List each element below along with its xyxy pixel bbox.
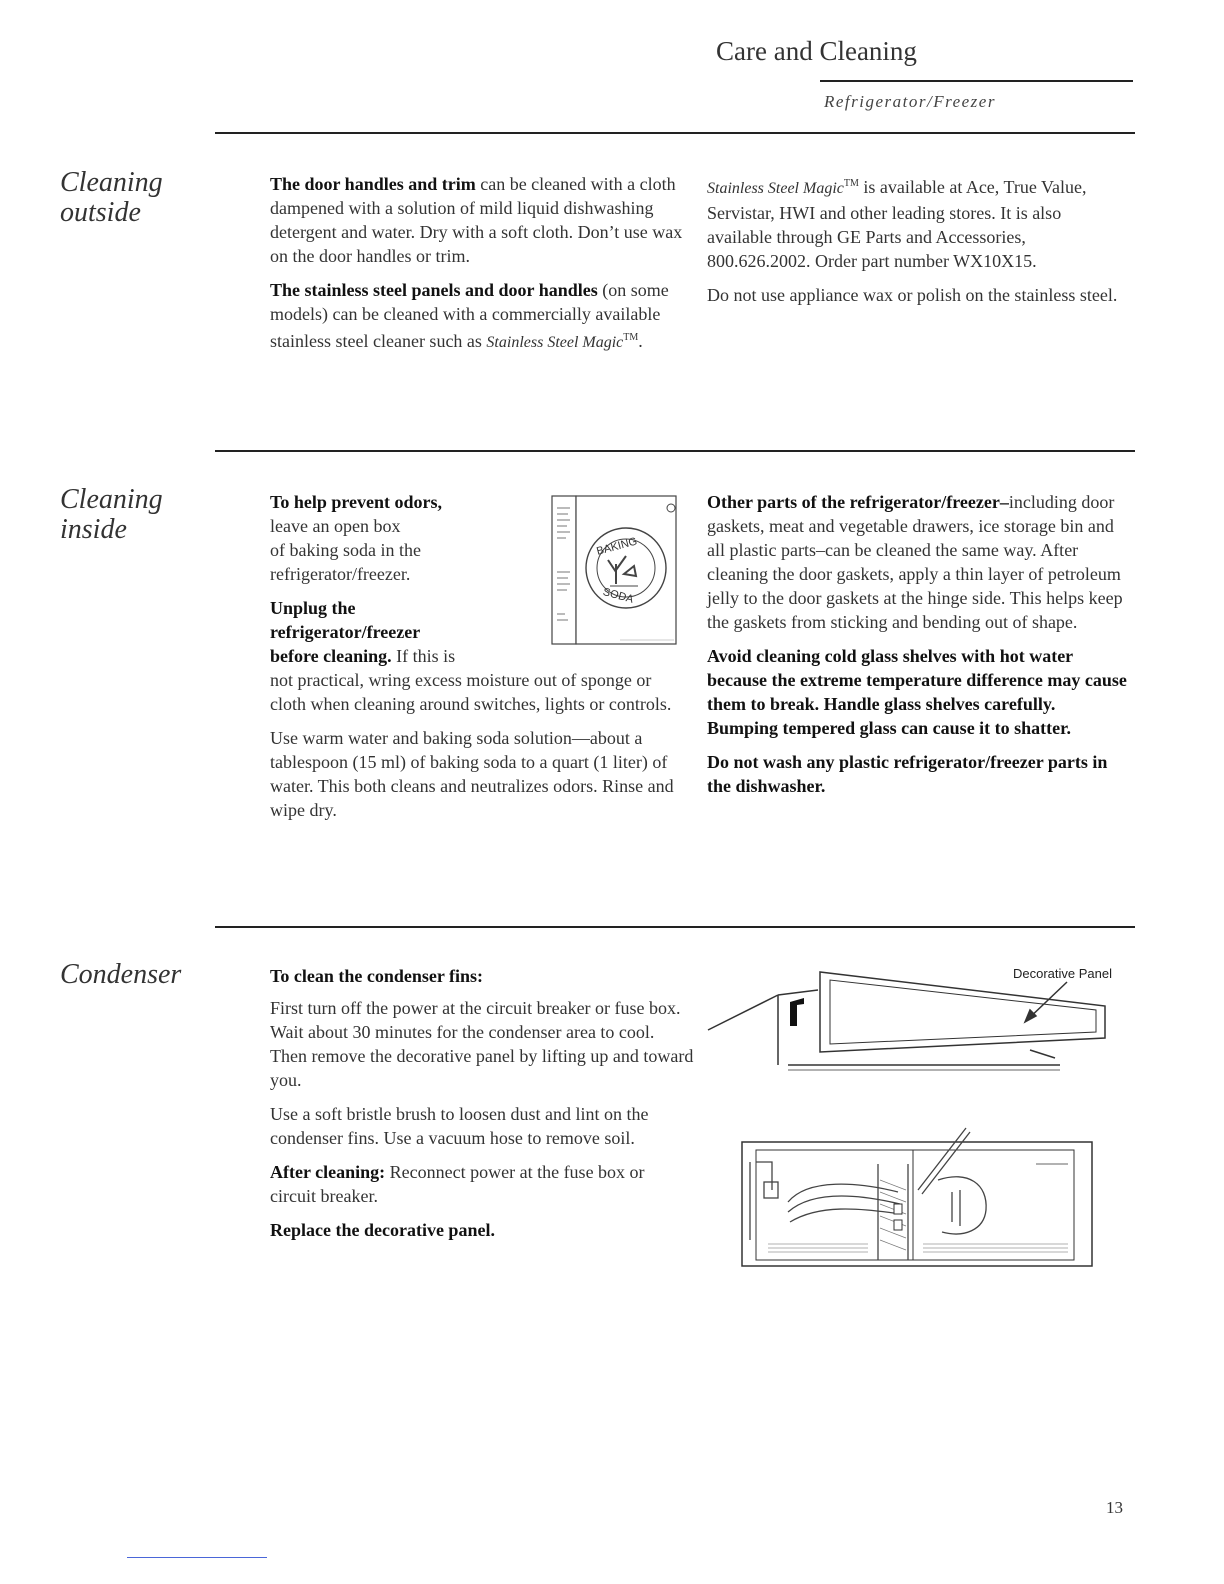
page-title: Care and Cleaning [716,36,917,66]
bold-lead: Replace the decorative panel. [270,1220,495,1240]
paragraph-text: First turn off the power at the circuit breaker or fuse box. Wait about 30 minutes for the condenser area to cool. Then remove the decorative panel by lifting up and toward you. [270,998,694,1090]
paragraph-text: If this is [391,646,456,666]
paragraph-text: leave an open box [270,516,401,536]
section-title-line: inside [60,514,127,545]
section-title-line: Cleaning [60,167,163,198]
paragraph-text: Use warm water and baking soda solution—about a tablespoon (15 ml) of baking soda to a quart (1 liter) of water. This both cleans and neutralizes odors. Rinse and wipe dry. [270,728,674,820]
section-title-cleaning-inside [60,485,163,545]
outside-left-column [270,172,690,365]
product-name: Stainless Steel Magic [486,334,624,351]
section-title-line: outside [60,197,141,228]
paragraph-door-handles [270,172,690,268]
bold-lead: The door handles and trim [270,174,476,194]
trademark: TM [623,332,639,343]
paragraph-text: not practical, wring excess moisture out of sponge or cloth when cleaning around switches, lights or controls. [270,670,672,714]
paragraph-text: of baking soda in the [270,540,421,560]
section-title-condenser [60,960,181,990]
paragraph-replace-panel [270,1218,695,1242]
condenser-heading [270,964,695,988]
page-subtitle: Refrigerator/Freezer [824,92,996,111]
paragraph-no-wax [707,283,1127,307]
section-divider-bottom [215,926,1135,928]
bold-lead: To clean the condenser fins: [270,966,484,986]
paragraph-stainless-panels [270,278,690,355]
section-title-line: Cleaning [60,484,163,515]
bold-lead: before cleaning. [270,646,392,666]
page-number: 13 [1106,1498,1123,1517]
bold-lead: The stainless steel panels and door handles [270,280,598,300]
product-name: Stainless Steel Magic [707,180,844,197]
condenser-fins-illustration [738,1120,1098,1270]
paragraph-text: refrigerator/freezer. [270,564,411,584]
paragraph-turn-off-power [270,996,695,1092]
warning-text: Do not wash any plastic refrigerator/freezer parts in the dishwasher. [707,752,1108,796]
box-label-top: BAKING [595,535,639,558]
paragraph-availability [707,172,1127,273]
paragraph-text: including door gaskets, meat and vegetable drawers, ice storage bin and all plastic parts–can be cleaned the same way. After cleaning the door gaskets, apply a thin layer of petroleum jelly to the door gaskets at the hinge side. This helps keep the gaskets from sticking and bending out of shape. [707,492,1123,632]
box-label-bottom: SODA [601,586,635,606]
paragraph-brush-fins [270,1102,695,1150]
paragraph-text: Reconnect power at the fuse box or circuit breaker. [270,1162,645,1206]
inside-right-column [707,490,1127,808]
paragraph-after-cleaning [270,1160,695,1208]
paragraph-text: . [638,331,643,351]
paragraph-text: is available at Ace, True Value, Servistar, HWI and other leading stores. It is also available through GE Parts and Accessories, 800.626.2002. Order part number WX10X15. [707,177,1087,271]
figure-caption: Decorative Panel [1013,966,1112,981]
paragraph-glass-shelves-warning [707,644,1127,740]
section-divider-middle [215,450,1135,452]
paragraph-dishwasher-warning [707,750,1127,798]
condenser-panel-illustration [700,960,1120,1075]
condenser-text-column [270,964,695,1252]
outside-right-column [707,172,1127,317]
bold-lead: Unplug the [270,598,356,618]
paragraph-text: Do not use appliance wax or polish on the stainless steel. [707,285,1118,305]
bold-lead: To help prevent odors, [270,492,443,512]
footer-link-rule [127,1557,267,1558]
header-rule [820,80,1133,82]
section-title-cleaning-outside [60,168,163,228]
trademark: TM [843,178,859,189]
paragraph-text: (on some models) can be cleaned with a commercially available stainless steel cleaner such as [270,280,669,351]
paragraph-other-parts [707,490,1127,634]
section-divider-top [215,132,1135,134]
paragraph-text: Use a soft bristle brush to loosen dust and lint on the condenser fins. Use a vacuum hose to remove soil. [270,1104,649,1148]
bold-lead: refrigerator/freezer [270,622,421,642]
warning-text: Avoid cleaning cold glass shelves with hot water because the extreme temperature difference may cause them to break. Handle glass shelves carefully. Bumping tempered glass can cause it to shatter. [707,646,1127,738]
paragraph-text: can be cleaned with a cloth dampened with a solution of mild liquid dishwashing detergent and water. Dry with a soft cloth. Don’t use wax on the door handles or trim. [270,174,683,266]
section-title-line: Condenser [60,959,182,990]
paragraph-baking-soda-solution [270,726,680,822]
bold-lead: After cleaning: [270,1162,386,1182]
baking-soda-box-illustration [550,494,680,654]
bold-lead: Other parts of the refrigerator/freezer– [707,492,1009,512]
